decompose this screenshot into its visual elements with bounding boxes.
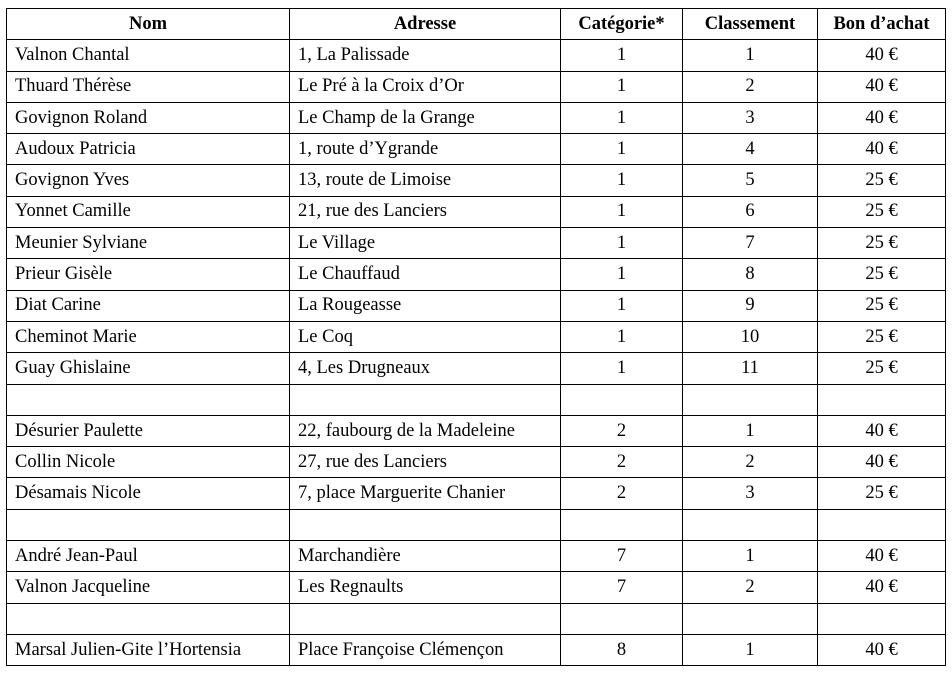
cell-classement: 6 (683, 196, 818, 227)
empty-cell (290, 603, 561, 634)
cell-categorie: 1 (561, 290, 683, 321)
empty-separator-row (7, 509, 946, 540)
cell-categorie: 7 (561, 572, 683, 603)
cell-adresse: 21, rue des Lanciers (290, 196, 561, 227)
empty-cell (7, 603, 290, 634)
cell-classement: 11 (683, 353, 818, 384)
cell-nom: Audoux Patricia (7, 134, 290, 165)
cell-classement: 1 (683, 541, 818, 572)
cell-categorie: 1 (561, 102, 683, 133)
cell-nom: Guay Ghislaine (7, 353, 290, 384)
cell-classement: 9 (683, 290, 818, 321)
cell-adresse: Le Pré à la Croix d’Or (290, 71, 561, 102)
cell-adresse: Marchandière (290, 541, 561, 572)
cell-bon-achat: 40 € (818, 40, 946, 71)
empty-cell (818, 509, 946, 540)
cell-bon-achat: 40 € (818, 134, 946, 165)
table-row (7, 634, 946, 665)
table-row (7, 196, 946, 227)
table-row (7, 71, 946, 102)
table-row (7, 353, 946, 384)
empty-cell (561, 509, 683, 540)
cell-bon-achat: 25 € (818, 290, 946, 321)
cell-bon-achat: 25 € (818, 478, 946, 509)
table-row (7, 228, 946, 259)
cell-bon-achat: 40 € (818, 541, 946, 572)
table-row (7, 447, 946, 478)
empty-cell (683, 509, 818, 540)
cell-classement: 1 (683, 415, 818, 446)
cell-nom: Désamais Nicole (7, 478, 290, 509)
table-row (7, 134, 946, 165)
cell-categorie: 2 (561, 447, 683, 478)
results-table (6, 8, 946, 666)
cell-categorie: 1 (561, 40, 683, 71)
cell-classement: 7 (683, 228, 818, 259)
cell-adresse: 22, faubourg de la Madeleine (290, 415, 561, 446)
cell-classement: 3 (683, 478, 818, 509)
cell-adresse: 7, place Marguerite Chanier (290, 478, 561, 509)
cell-bon-achat: 40 € (818, 572, 946, 603)
cell-bon-achat: 25 € (818, 259, 946, 290)
cell-adresse: 13, route de Limoise (290, 165, 561, 196)
cell-categorie: 1 (561, 228, 683, 259)
cell-classement: 1 (683, 634, 818, 665)
table-row (7, 40, 946, 71)
table-row (7, 290, 946, 321)
cell-nom: Prieur Gisèle (7, 259, 290, 290)
empty-cell (561, 603, 683, 634)
header-adresse: Adresse (290, 9, 561, 40)
header-categorie: Catégorie* (561, 9, 683, 40)
cell-bon-achat: 25 € (818, 353, 946, 384)
cell-nom: Cheminot Marie (7, 321, 290, 352)
empty-cell (561, 384, 683, 415)
cell-nom: Meunier Sylviane (7, 228, 290, 259)
cell-classement: 8 (683, 259, 818, 290)
cell-bon-achat: 40 € (818, 71, 946, 102)
cell-classement: 2 (683, 447, 818, 478)
table-row (7, 478, 946, 509)
cell-categorie: 1 (561, 353, 683, 384)
cell-adresse: 1, La Palissade (290, 40, 561, 71)
cell-classement: 5 (683, 165, 818, 196)
cell-categorie: 8 (561, 634, 683, 665)
cell-nom: Collin Nicole (7, 447, 290, 478)
cell-classement: 2 (683, 572, 818, 603)
header-nom: Nom (7, 9, 290, 40)
empty-cell (290, 384, 561, 415)
cell-categorie: 1 (561, 196, 683, 227)
cell-nom: André Jean-Paul (7, 541, 290, 572)
cell-nom: Govignon Roland (7, 102, 290, 133)
cell-categorie: 1 (561, 259, 683, 290)
cell-adresse: La Rougeasse (290, 290, 561, 321)
empty-cell (818, 384, 946, 415)
empty-cell (818, 603, 946, 634)
cell-nom: Govignon Yves (7, 165, 290, 196)
cell-bon-achat: 25 € (818, 196, 946, 227)
cell-categorie: 1 (561, 134, 683, 165)
empty-cell (683, 384, 818, 415)
cell-categorie: 2 (561, 478, 683, 509)
cell-adresse: Le Champ de la Grange (290, 102, 561, 133)
table-row (7, 572, 946, 603)
cell-adresse: 4, Les Drugneaux (290, 353, 561, 384)
cell-classement: 4 (683, 134, 818, 165)
empty-cell (290, 509, 561, 540)
cell-nom: Désurier Paulette (7, 415, 290, 446)
empty-cell (7, 509, 290, 540)
cell-nom: Yonnet Camille (7, 196, 290, 227)
table-row (7, 415, 946, 446)
empty-separator-row (7, 603, 946, 634)
cell-adresse: 1, route d’Ygrande (290, 134, 561, 165)
cell-nom: Diat Carine (7, 290, 290, 321)
empty-cell (683, 603, 818, 634)
cell-adresse: Place Françoise Clémençon (290, 634, 561, 665)
cell-classement: 1 (683, 40, 818, 71)
table-row (7, 259, 946, 290)
cell-bon-achat: 40 € (818, 415, 946, 446)
cell-bon-achat: 25 € (818, 228, 946, 259)
cell-bon-achat: 40 € (818, 102, 946, 133)
table-row (7, 541, 946, 572)
cell-categorie: 2 (561, 415, 683, 446)
cell-classement: 3 (683, 102, 818, 133)
cell-nom: Thuard Thérèse (7, 71, 290, 102)
cell-categorie: 1 (561, 71, 683, 102)
cell-nom: Valnon Chantal (7, 40, 290, 71)
empty-separator-row (7, 384, 946, 415)
table-row (7, 165, 946, 196)
cell-categorie: 7 (561, 541, 683, 572)
cell-adresse: Le Coq (290, 321, 561, 352)
cell-categorie: 1 (561, 321, 683, 352)
cell-adresse: Le Chauffaud (290, 259, 561, 290)
cell-nom: Marsal Julien-Gite l’Hortensia (7, 634, 290, 665)
cell-bon-achat: 40 € (818, 447, 946, 478)
header-row (7, 9, 946, 40)
cell-classement: 2 (683, 71, 818, 102)
table-row (7, 321, 946, 352)
cell-bon-achat: 25 € (818, 165, 946, 196)
cell-categorie: 1 (561, 165, 683, 196)
empty-cell (7, 384, 290, 415)
cell-adresse: Le Village (290, 228, 561, 259)
header-bon-achat: Bon d’achat (818, 9, 946, 40)
header-classement: Classement (683, 9, 818, 40)
cell-classement: 10 (683, 321, 818, 352)
cell-nom: Valnon Jacqueline (7, 572, 290, 603)
cell-adresse: Les Regnaults (290, 572, 561, 603)
cell-adresse: 27, rue des Lanciers (290, 447, 561, 478)
cell-bon-achat: 25 € (818, 321, 946, 352)
cell-bon-achat: 40 € (818, 634, 946, 665)
table-row (7, 102, 946, 133)
